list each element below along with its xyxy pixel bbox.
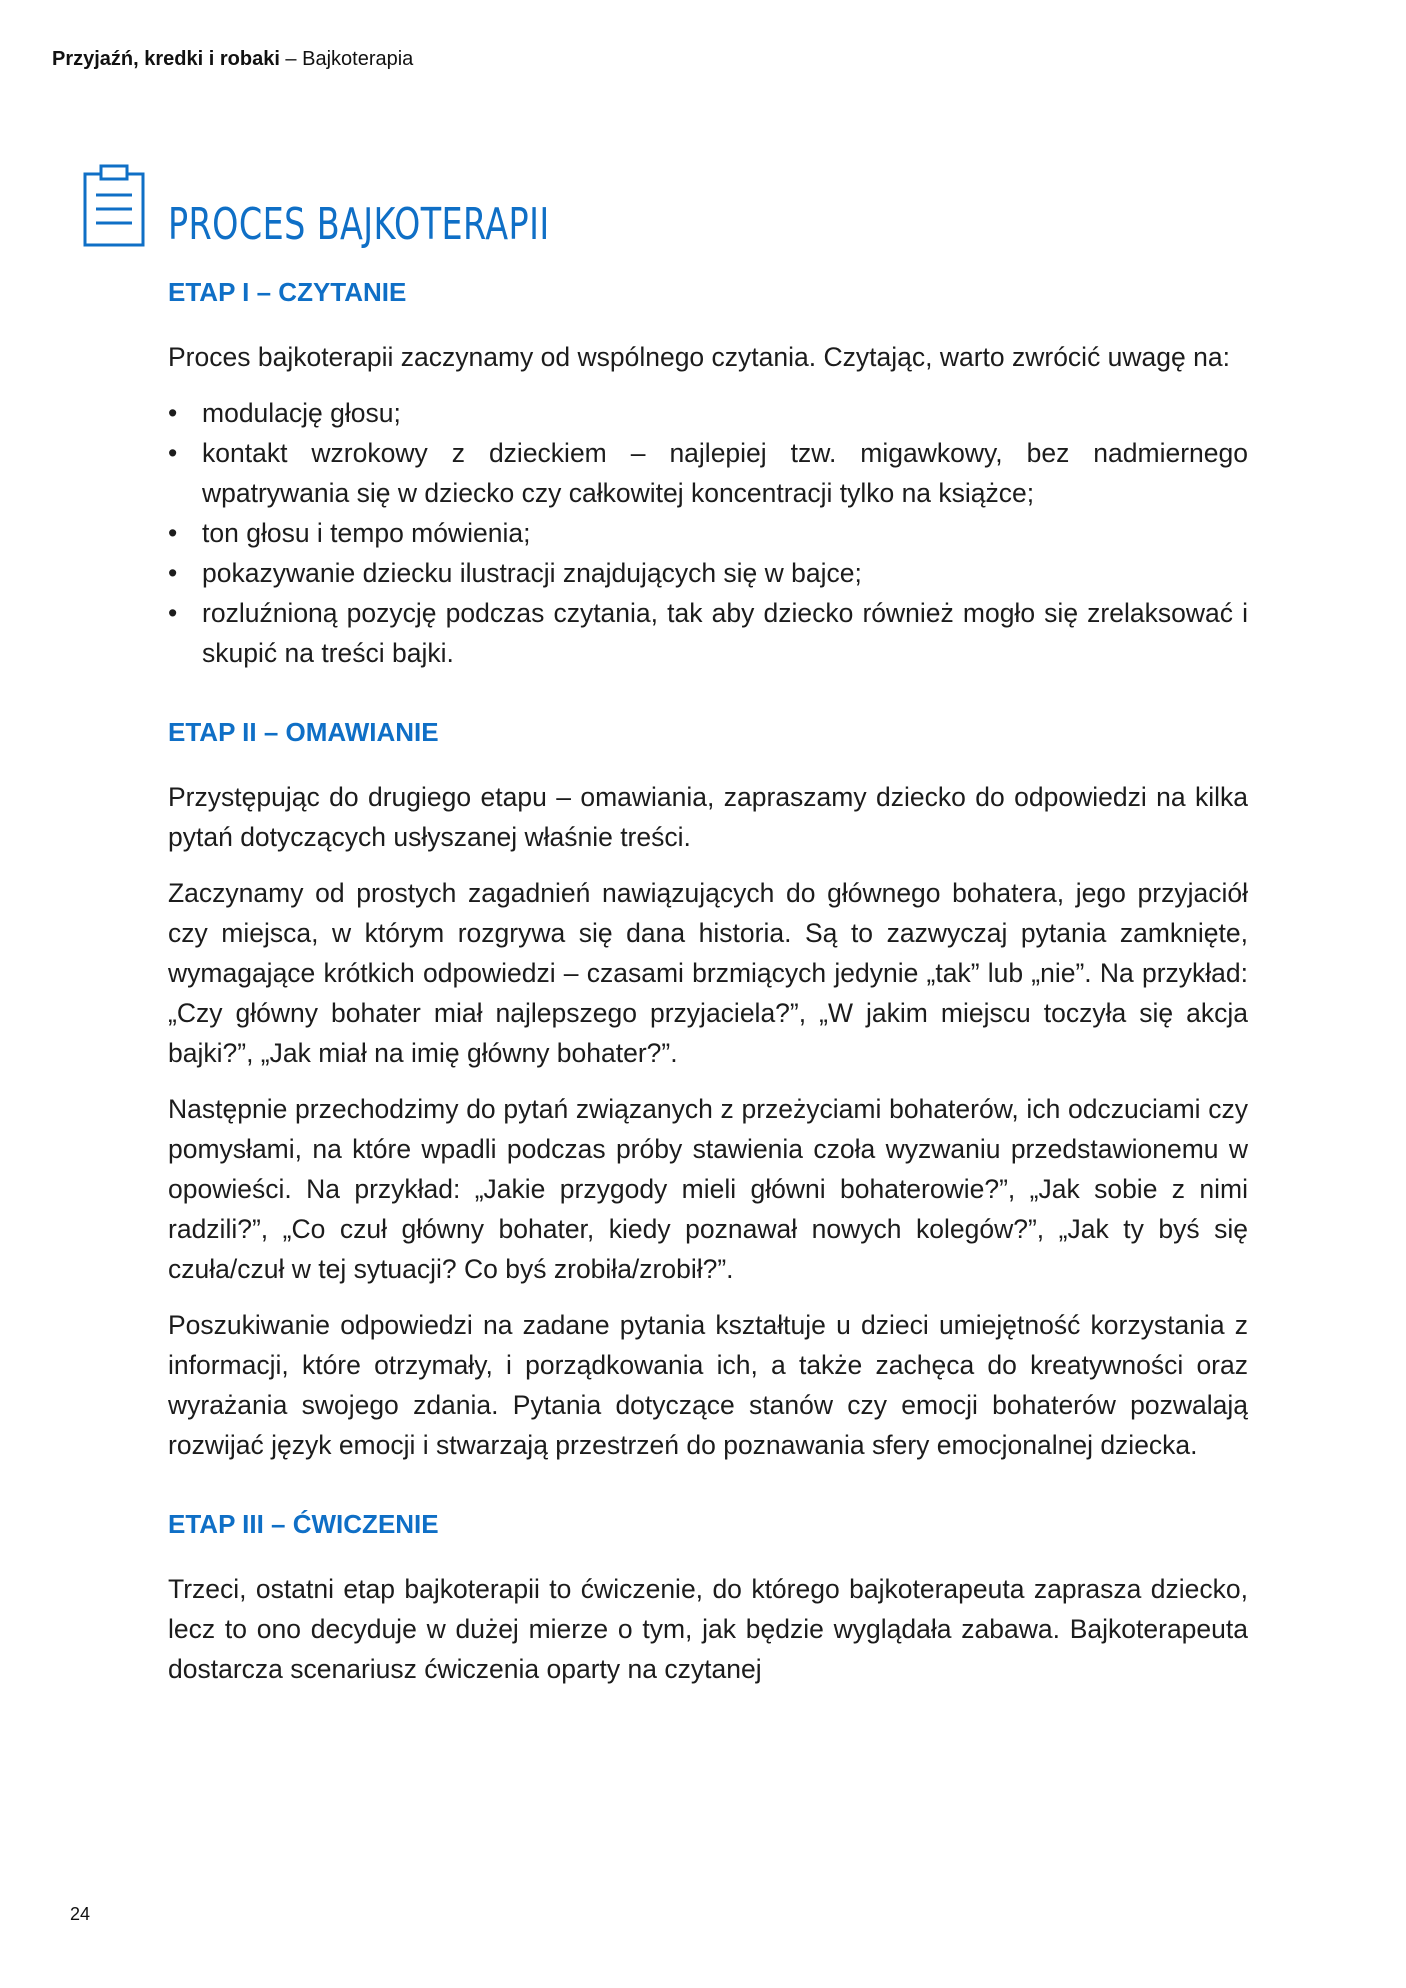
bullet-icon: • xyxy=(168,598,178,628)
book-title: Przyjaźń, kredki i robaki xyxy=(52,48,280,70)
bullet-icon: • xyxy=(168,438,178,468)
running-header xyxy=(52,48,413,71)
stage-3-heading: ETAP III – ĆWICZENIE xyxy=(168,1509,439,1539)
stage-2-paragraph: Następnie przechodzimy do pytań związanych z przeżyciami bohaterów, ich odczuciami czy pomysłami, na które wpadli podczas próby stawienia czoła wyzwaniu przedstawionemu w opowieści. Na przykład: „Jakie przygody mieli główni bohaterowie?”, „Jak sobie z nimi radzili?”, „Co czuł główny bohater, kiedy poznawał nowych kolegów?”, „Jak ty byś się czuła/czuł w tej sytuacji? Co byś zrobiła/zrobił?”. xyxy=(168,1094,1248,1284)
stage-1-bullet-list xyxy=(168,393,1248,673)
stage-2-paragraph: Zaczynamy od prostych zagadnień nawiązujących do głównego bohatera, jego przyjaciół czy miejsca, w którym rozgrywa się dana historia. Są to zazwyczaj pytania zamknięte, wymagające krótkich odpowiedzi – czasami brzmiących jedynie „tak” lub „nie”. Na przykład: „Czy główny bohater miał najlepszego przyjaciela?”, „W jakim miejscu toczyła się akcja bajki?”, „Jak miał na imię główny bohater?”. xyxy=(168,878,1248,1068)
bullet-icon: • xyxy=(168,518,178,548)
list-item-text: kontakt wzrokowy z dzieckiem – najlepiej tzw. migawkowy, bez nadmiernego wpatrywania się w dziecko czy całkowitej koncentracji tylko na książce; xyxy=(202,438,1248,508)
section-gap xyxy=(168,1481,1248,1507)
list-item xyxy=(168,393,1248,433)
header-section: Bajkoterapia xyxy=(302,48,414,70)
stage-2-paragraph: Poszukiwanie odpowiedzi na zadane pytania kształtuje u dzieci umiejętność korzystania z informacji, które otrzymały, i porządkowania ich, a także zachęca do kreatywności oraz wyrażania swojego zdania. Pytania dotyczące stanów czy emocji bohaterów pozwalają rozwijać język emocji i stwarzają przestrzeń do poznawania sfery emocjonalnej dziecka. xyxy=(168,1310,1248,1460)
stage-2-heading: ETAP II – OMAWIANIE xyxy=(168,717,439,747)
list-item xyxy=(168,593,1248,673)
bullet-icon: • xyxy=(168,398,178,428)
clipboard-icon xyxy=(82,164,146,248)
stage-1-heading: ETAP I – CZYTANIE xyxy=(168,277,407,307)
stage-3-paragraph: Trzeci, ostatni etap bajkoterapii to ćwiczenie, do którego bajkoterapeuta zaprasza dziecko, lecz to ono decyduje w dużej mierze o tym, jak będzie wyglądała zabawa. Bajkoterapeuta dostarcza scenariusz ćwiczenia oparty na czytanej xyxy=(168,1574,1248,1684)
list-item-text: ton głosu i tempo mówienia; xyxy=(202,518,531,548)
list-item xyxy=(168,433,1248,513)
list-item-text: pokazywanie dziecku ilustracji znajdujących się w bajce; xyxy=(202,558,862,588)
stage-2-paragraph: Przystępując do drugiego etapu – omawiania, zapraszamy dziecko do odpowiedzi na kilka pytań dotyczących usłyszanej właśnie treści. xyxy=(168,782,1248,852)
list-item-text: rozluźnioną pozycję podczas czytania, tak aby dziecko również mogło się zrelaksować i skupić na treści bajki. xyxy=(202,598,1248,668)
stage-1-intro: Proces bajkoterapii zaczynamy od wspólnego czytania. Czytając, warto zwrócić uwagę na: xyxy=(168,342,1230,372)
header-separator: – xyxy=(279,48,303,70)
bullet-icon: • xyxy=(168,558,178,588)
page-number: 24 xyxy=(70,1904,91,1924)
list-item xyxy=(168,553,1248,593)
section-title: PROCES BAJKOTERAPII xyxy=(168,199,550,251)
main-content xyxy=(168,275,1248,1705)
list-item-text: modulację głosu; xyxy=(202,398,401,428)
list-item xyxy=(168,513,1248,553)
